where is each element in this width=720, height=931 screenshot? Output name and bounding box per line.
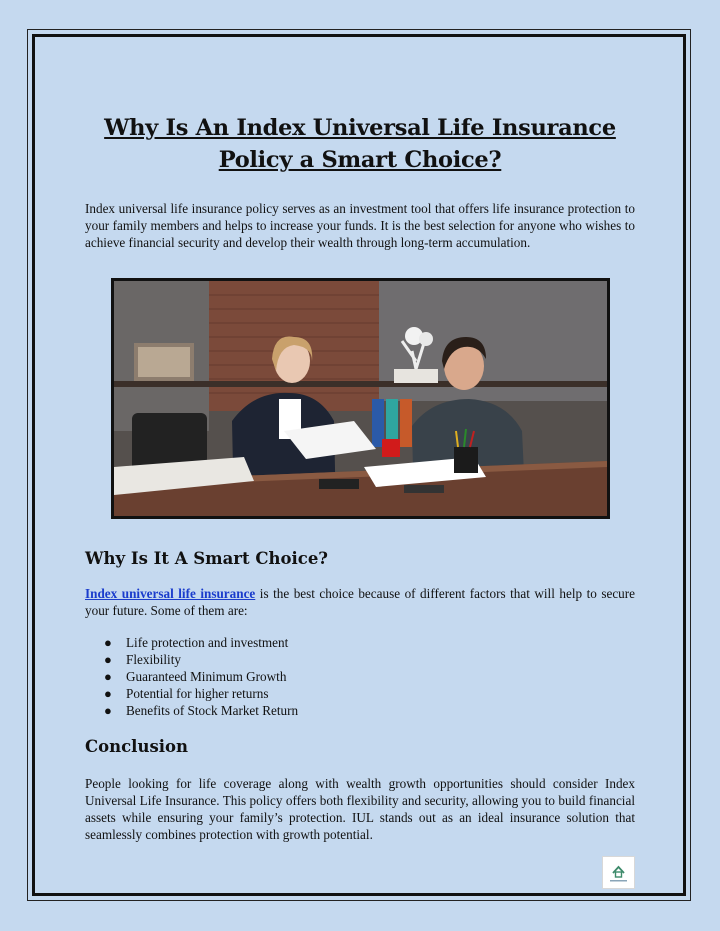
page-title: Why Is An Index Universal Life Insurance Policy a Smart Choice? [104, 115, 616, 173]
list-item [85, 634, 635, 651]
bullet-icon: ● [104, 669, 112, 684]
list-item [85, 685, 635, 702]
photo-illustration [114, 281, 607, 516]
list-item-text: Potential for higher returns [126, 686, 269, 701]
conclusion-paragraph: People looking for life coverage along with wealth growth opportunities should consider Index Universal Life Insurance. This policy offers both flexibility and security, allowing you to build financial assets while ensuring your family’s protection. IUL stands out as an ideal insurance solution that seamlessly combines protection with growth potential. [85, 776, 635, 842]
bullet-icon: ● [104, 686, 112, 701]
list-item-text: Flexibility [126, 652, 181, 667]
office-meeting-photo [111, 278, 610, 519]
list-item [85, 651, 635, 668]
intro-paragraph: Index universal life insurance policy serves as an investment tool that offers life insurance protection to your family members and helps to increase your funds. It is the best selection for anyone who wishes to achieve financial security and develop their wealth through long-term accumulation. [85, 201, 635, 250]
bullet-icon: ● [104, 652, 112, 667]
bullet-icon: ● [104, 635, 112, 650]
list-item-text: Guaranteed Minimum Growth [126, 669, 287, 684]
house-logo-icon [602, 856, 635, 889]
smart-choice-lead-text: is the best choice because of different factors that will help to secure your future. Some of them are: [85, 586, 636, 618]
list-item-text: Life protection and investment [126, 635, 289, 650]
index-universal-life-insurance-link[interactable]: Index universal life insurance [85, 586, 256, 601]
article [85, 112, 635, 843]
list-item-text: Benefits of Stock Market Return [126, 703, 299, 718]
list-item [85, 702, 635, 719]
smart-choice-lead [85, 585, 635, 619]
logo-mark [603, 857, 634, 888]
benefits-list [85, 634, 635, 719]
bullet-icon: ● [104, 703, 112, 718]
list-item [85, 668, 635, 685]
section-heading-conclusion: Conclusion [85, 737, 189, 756]
section-heading-smart-choice: Why Is It A Smart Choice? [85, 549, 328, 568]
